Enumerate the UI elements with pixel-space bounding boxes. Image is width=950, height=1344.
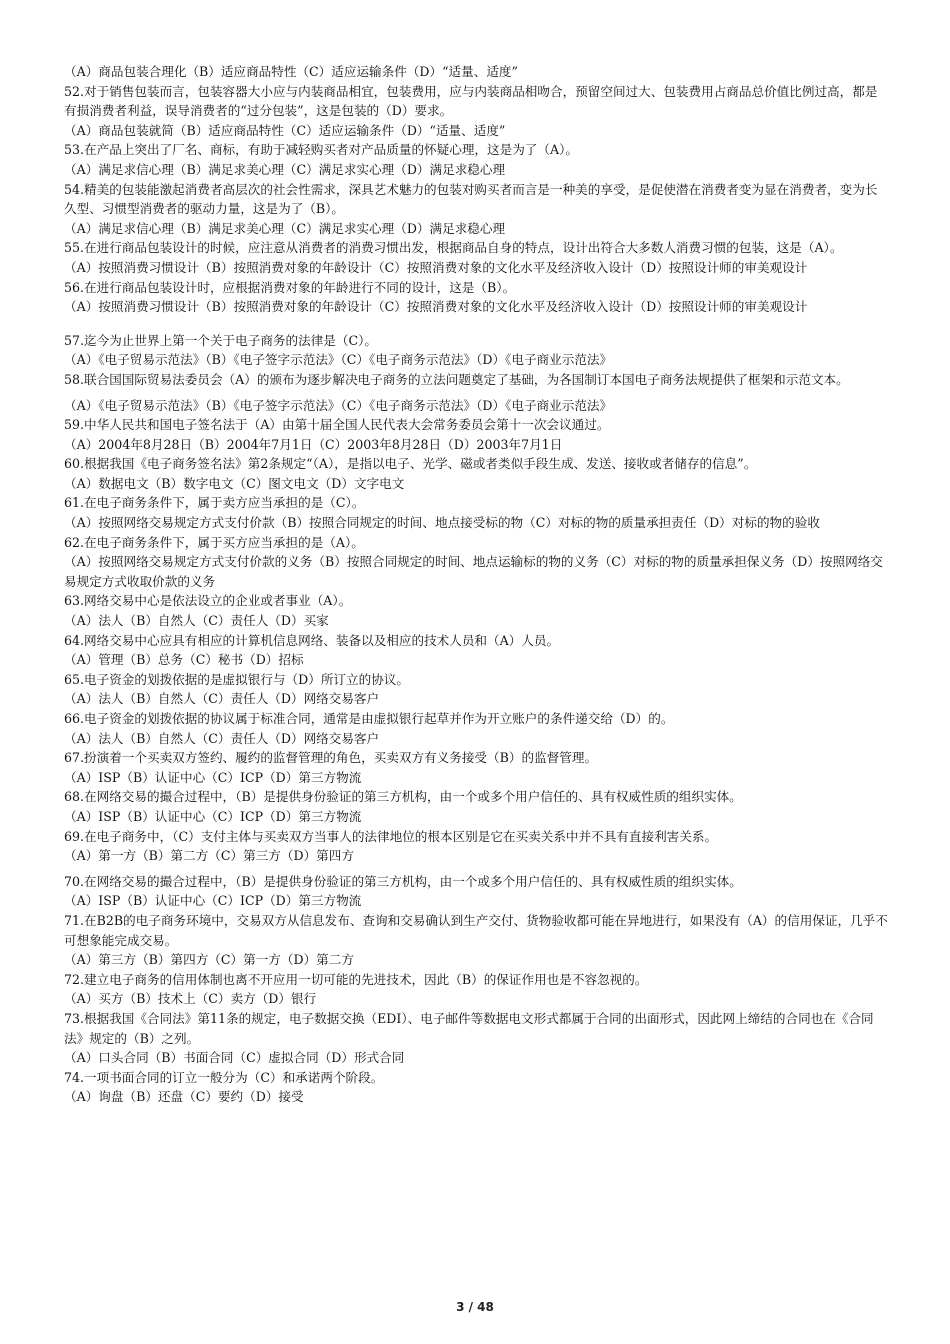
question-text: 68.在网络交易的撮合过程中，（B）是提供身份验证的第三方机构，由一个或多个用户信任的、具有权威性质的组织实体。 [64, 789, 742, 805]
question-text: 73.根据我国《合同法》第11条的规定，电子数据交换（EDI）、电子邮件等数据电文形式都属于合同的出面形式，因此网上缔结的合同也在《合同法》规定的（B）之列。 [64, 1010, 874, 1046]
answer-options: （A）满足求信心理（B）满足求美心理（C）满足求实心理（D）满足求稳心理 [64, 220, 506, 236]
question-text: 65.电子资金的划拨依据的是虚拟银行与（D）所订立的协议。 [64, 671, 409, 687]
answer-options: （A）ISP（B）认证中心（C）ICP（D）第三方物流 [64, 769, 362, 785]
page-number: 3 / 48 [456, 1300, 494, 1314]
question-text: 55.在进行商品包装设计的时候，应注意从消费者的消费习惯出发，根据商品自身的特点，设计出符合大多数人消费习惯的包装，这是（A）。 [64, 240, 843, 256]
answer-options: （A）买方（B）技术上（C）卖方（D）银行 [64, 991, 317, 1007]
answer-options: （A）商品包装合理化（B）适应商品特性（C）适应运输条件（D）“适量、适度” [64, 64, 518, 79]
question-text: 70.在网络交易的撮合过程中，（B）是提供身份验证的第三方机构，由一个或多个用户信任的、具有权威性质的组织实体。 [64, 873, 742, 889]
answer-options: （A）口头合同（B）书面合同（C）虚拟合同（D）形式合同 [64, 1050, 405, 1066]
question-text: 58.联合国国际贸易法委员会（A）的颁布为逐步解决电子商务的立法问题奠定了基础，为各国制订本国电子商务法规提供了框架和示范文本。 [64, 371, 849, 387]
question-text: 71.在B2B的电子商务环境中，交易双方从信息发布、查询和交易确认到生产交付、货物验收都可能在异地进行，如果没有（A）的信用保证，几乎不可想象能完成交易。 [64, 912, 888, 948]
answer-options: （A）第三方（B）第四方（C）第一方（D）第二方 [64, 952, 354, 968]
answer-options: （A）按照消费习惯设计（B）按照消费对象的年龄设计（C）按照消费对象的文化水平及经济收入设计（D）按照设计师的审美观设计 [64, 299, 808, 315]
answer-options: （A）法人（B）自然人（C）责任人（D）买家 [64, 613, 329, 629]
question-text: 63.网络交易中心是依法设立的企业或者事业（A）。 [64, 593, 352, 609]
paragraph-gap [64, 317, 888, 331]
answer-options: （A）数据电文（B）数字电文（C）图文电文（D）文字电文 [64, 475, 405, 491]
answer-options: （A）商品包装就简（B）适应商品特性（C）适应运输条件（D）“适量、适度” [64, 122, 506, 138]
answer-options: （A）法人（B）自然人（C）责任人（D）网络交易客户 [64, 691, 380, 707]
answer-options: （A）第一方（B）第二方（C）第三方（D）第四方 [64, 848, 354, 864]
answer-options: （A）按照网络交易规定方式支付价款的义务（B）按照合同规定的时间、地点运输标的物的义务（C）对标的物的质量承担保义务（D）按照网络交易规定方式收取价款的义务 [64, 554, 883, 589]
question-text: 69.在电子商务中，（C）支付主体与买卖双方当事人的法律地位的根本区别是它在买卖关系中并不具有直接利害关系。 [64, 828, 718, 844]
question-text: 62.在电子商务条件下，属于买方应当承担的是（A）。 [64, 534, 364, 550]
answer-options: （A）ISP（B）认证中心（C）ICP（D）第三方物流 [64, 893, 362, 909]
answer-options: （A）询盘（B）还盘（C）要约（D）接受 [64, 1089, 304, 1105]
question-text: 61.在电子商务条件下，属于卖方应当承担的是（C）。 [64, 495, 365, 511]
question-text: 74.一项书面合同的订立一般分为（C）和承诺两个阶段。 [64, 1069, 384, 1085]
answer-options: （A）法人（B）自然人（C）责任人（D）网络交易客户 [64, 730, 380, 746]
question-list [64, 62, 888, 1107]
answer-options: （A）按照消费习惯设计（B）按照消费对象的年龄设计（C）按照消费对象的文化水平及经济收入设计（D）按照设计师的审美观设计 [64, 259, 808, 275]
answer-options: （A）《电子贸易示范法》（B）《电子签字示范法》（C）《电子商务示范法》（D）《电子商业示范法》 [64, 352, 613, 368]
question-text: 53.在产品上突出了厂名、商标，有助于减轻购买者对产品质量的怀疑心理，这是为了（A）。 [64, 142, 578, 158]
question-text: 57.迄今为止世界上第一个关于电子商务的法律是（C）。 [64, 332, 378, 348]
answer-options: （A）ISP（B）认证中心（C）ICP（D）第三方物流 [64, 808, 362, 824]
answer-options: （A）按照网络交易规定方式支付价款（B）按照合同规定的时间、地点接受标的物（C）对标的物的质量承担责任（D）对标的物的验收 [64, 515, 820, 531]
answer-options: （A）2004年8月28日（B）2004年7月1日（C）2003年8月28日（D）2003年7月1日 [64, 436, 563, 452]
question-text: 64.网络交易中心应具有相应的计算机信息网络、装备以及相应的技术人员和（A）人员。 [64, 632, 560, 648]
question-text: 66.电子资金的划拨依据的协议属于标准合同，通常是由虚拟银行起草并作为开立账户的条件递交给（D）的。 [64, 711, 674, 726]
question-text: 54.精美的包装能激起消费者高层次的社会性需求，深具艺术魅力的包装对购买者而言是一种美的享受，是促使潜在消费者变为显在消费者，变为长久型、习惯型消费者的驱动力量，这是为了（B）。 [64, 181, 878, 217]
question-text: 60.根据我国《电子商务签名法》第2条规定“（A），是指以电子、光学、磁或者类似手段生成、发送、接收或者储存的信息”。 [64, 456, 757, 472]
answer-options: （A）管理（B）总务（C）秘书（D）招标 [64, 652, 304, 668]
question-text: 67.扮演着一个买卖双方签约、履约的监督管理的角色，买卖双方有义务接受（B）的监督管理。 [64, 750, 598, 766]
answer-options: （A）《电子贸易示范法》（B）《电子签字示范法》（C）《电子商务示范法》（D）《电子商业示范法》 [64, 397, 613, 413]
answer-options: （A）满足求信心理（B）满足求美心理（C）满足求实心理（D）满足求稳心理 [64, 161, 506, 177]
question-text: 72.建立电子商务的信用体制也离不开应用一切可能的先进技术，因此（B）的保证作用也是不容忽视的。 [64, 971, 648, 987]
question-text: 59.中华人民共和国电子签名法于（A）由第十届全国人民代表大会常务委员会第十一次会议通过。 [64, 417, 610, 433]
question-text: 52.对于销售包装而言，包装容器大小应与内装商品相宜，包装费用，应与内装商品相吻合，预留空间过大、包装费用占商品总价值比例过高，都是有损消费者利益，误导消费者的“过分包装”，这是包装的（D）要求。 [64, 83, 878, 119]
question-text: 56.在进行商品包装设计时，应根据消费对象的年龄进行不同的设计，这是（B）。 [64, 279, 516, 295]
